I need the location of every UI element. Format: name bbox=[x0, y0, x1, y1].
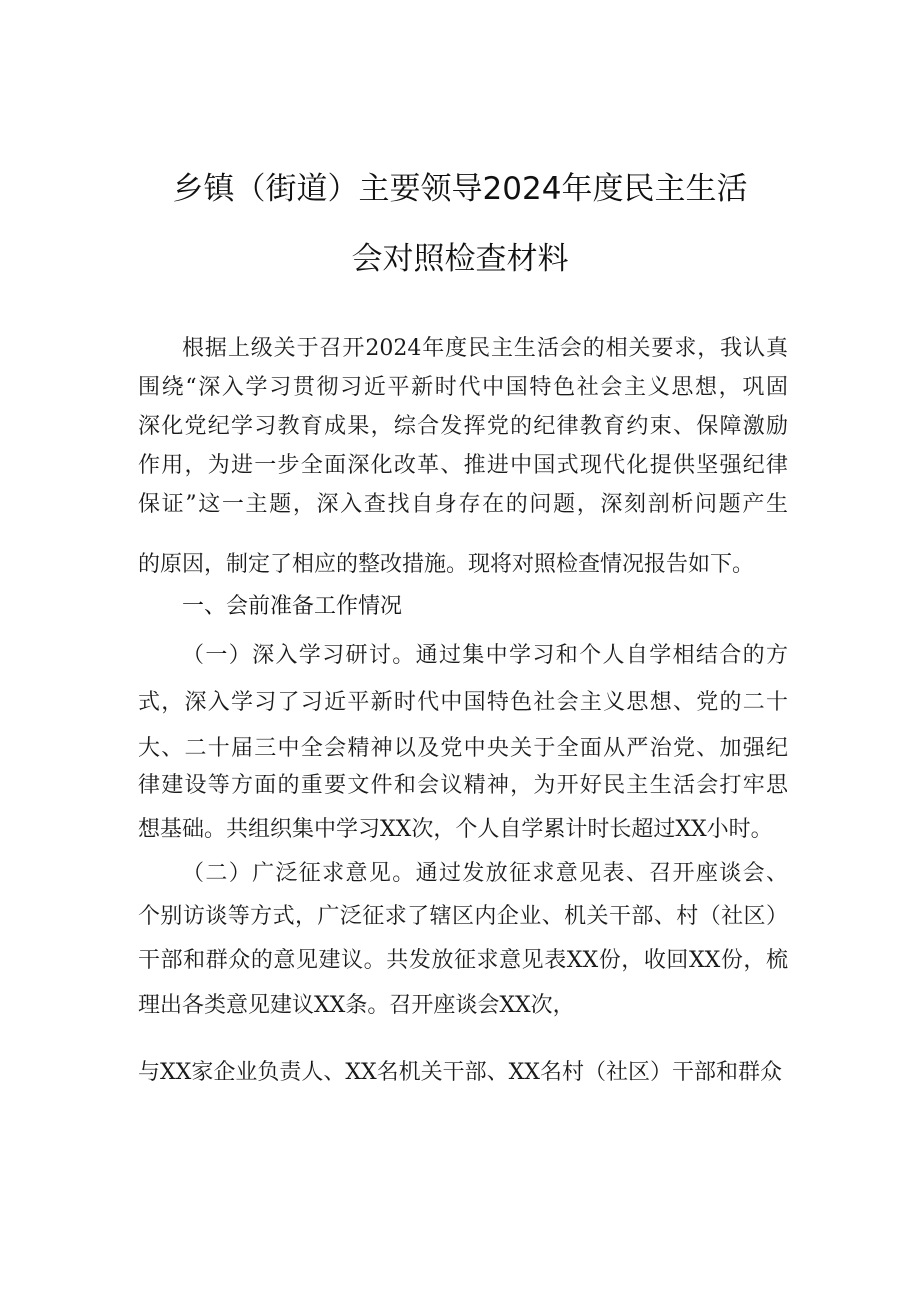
intro-line: 的原因，制定了相应的整改措施。现将对照检查情况报告如下。 bbox=[138, 552, 755, 577]
subsection-2-line: 个别访谈等方式，广泛征求了辖区内企业、机关干部、村（社区） bbox=[138, 904, 788, 929]
intro-line: 作用，为进一步全面深化改革、推进中国式现代化提供坚强纪律 bbox=[138, 453, 788, 478]
intro-line: 保证”这一主题，深入查找自身存在的问题，深刻剖析问题产生 bbox=[138, 492, 788, 517]
subsection-1-line: 想基础。共组织集中学习XX次，个人自学累计时长超过XX小时。 bbox=[138, 817, 773, 842]
subsection-2-line: （二）广泛征求意见。通过发放征求意见表、召开座谈会、 bbox=[182, 861, 788, 886]
subsection-1-line: 大、二十届三中全会精神以及党中央关于全面从严治党、加强纪 bbox=[138, 736, 788, 761]
subsection-1-line: 式，深入学习了习近平新时代中国特色社会主义思想、党的二十 bbox=[138, 690, 788, 715]
intro-line: 围绕“深入学习贯彻习近平新时代中国特色社会主义思想，巩固 bbox=[138, 375, 788, 400]
subsection-1-line: 律建设等方面的重要文件和会议精神，为开好民主生活会打牢思 bbox=[138, 773, 788, 798]
section-heading: 一、会前准备工作情况 bbox=[182, 594, 403, 619]
document-title-line-1: 乡镇（街道）主要领导2024年度民主生活 bbox=[172, 171, 748, 207]
continuation-line: 与XX家企业负责人、XX名机关干部、XX名村（社区）干部和群众 bbox=[138, 1060, 782, 1085]
subsection-2-line: 理出各类意见建议XX条。召开座谈会XX次， bbox=[138, 993, 575, 1018]
intro-line: 根据上级关于召开2024年度民主生活会的相关要求，我认真 bbox=[182, 336, 788, 361]
subsection-2-line: 干部和群众的意见建议。共发放征求意见表XX份，收回XX份，梳 bbox=[138, 948, 788, 973]
subsection-1-line: （一）深入学习研讨。通过集中学习和个人自学相结合的方 bbox=[182, 643, 788, 668]
intro-line: 深化党纪学习教育成果，综合发挥党的纪律教育约束、保障激励 bbox=[138, 414, 788, 439]
document-title-line-2: 会对照检查材料 bbox=[351, 241, 569, 277]
